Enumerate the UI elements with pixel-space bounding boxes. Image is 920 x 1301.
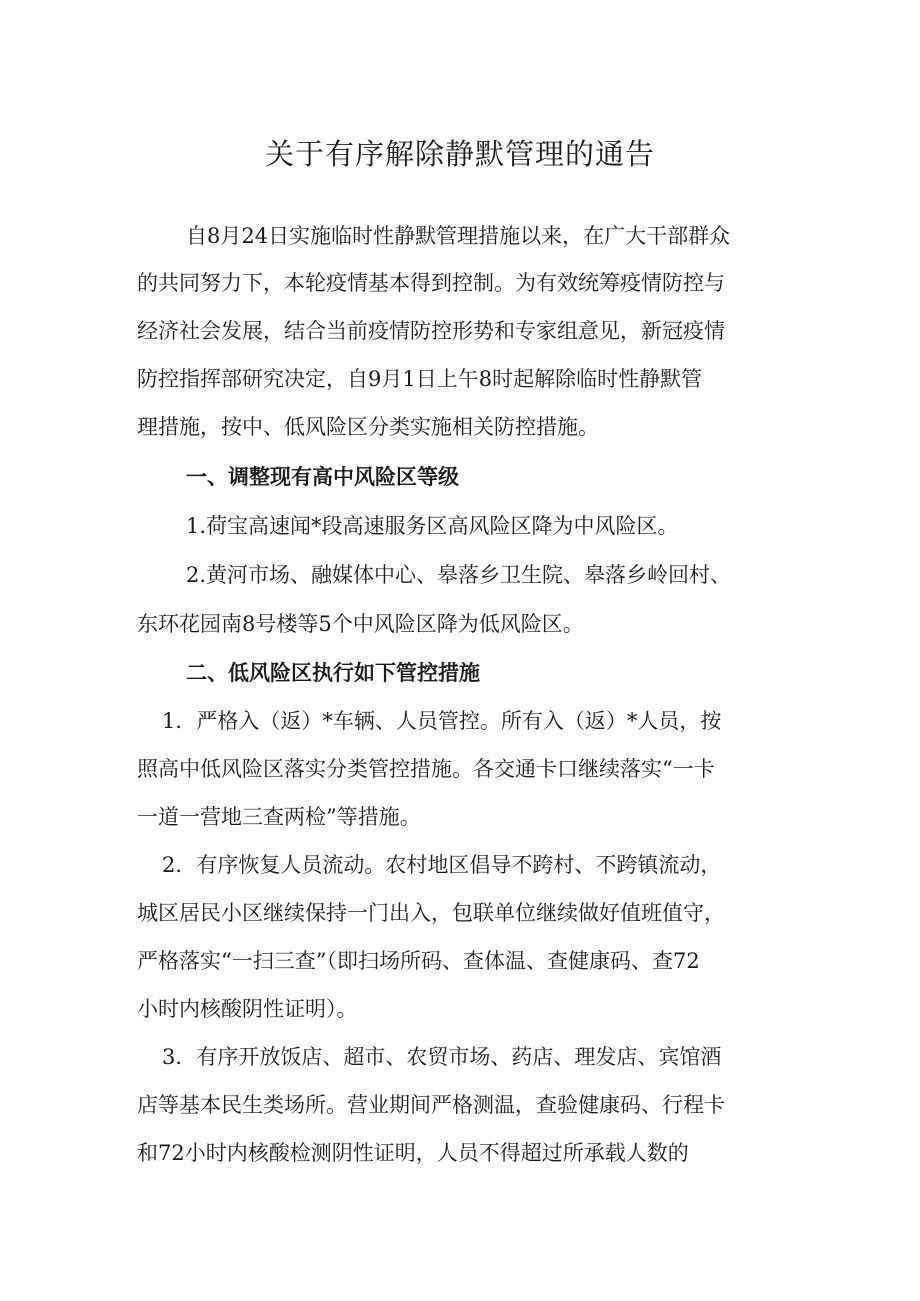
section1-item1: 1.荷宝高速闻*段高速服务区高风险区降为中风险区。	[186, 514, 679, 538]
section1-item2-line: 东环花园南8号楼等5个中风险区降为低风险区。	[137, 612, 584, 636]
section2-item3-line: 店等基本民生类场所。营业期间严格测温，查验健康码、行程卡	[137, 1093, 725, 1117]
intro-line: 自8月24日实施临时性静默管理措施以来，在广大干部群众	[186, 224, 731, 248]
section2-item1-line: 一道一营地三查两检”等措施。	[137, 805, 421, 829]
section2-item1-line: 1．严格入（返）*车辆、人员管控。所有入（返）*人员，按	[162, 709, 722, 733]
section2-item3-line: 3．有序开放饭店、超市、农贸市场、药店、理发店、宾馆酒	[162, 1045, 722, 1069]
section-heading-2: 二、低风险区执行如下管控措施	[186, 661, 480, 685]
section-heading-1: 一、调整现有高中风险区等级	[186, 465, 459, 489]
document-title: 关于有序解除静默管理的通告	[264, 137, 655, 171]
section1-item2-line: 2.黄河市场、融媒体中心、皋落乡卫生院、皋落乡岭回村、	[186, 563, 732, 587]
intro-line: 防控指挥部研究决定，自9月1日上午8时起解除临时性静默管	[137, 367, 703, 391]
intro-line: 的共同努力下，本轮疫情基本得到控制。为有效统筹疫情防控与	[137, 271, 725, 295]
section2-item2-line: 小时内核酸阴性证明）。	[137, 997, 358, 1021]
intro-line: 经济社会发展，结合当前疫情防控形势和专家组意见，新冠疫情	[137, 319, 725, 343]
section2-item3-line: 和72小时内核酸检测阴性证明，人员不得超过所承载人数的	[137, 1141, 689, 1165]
section2-item2-line: 严格落实“一扫三查”（即扫场所码、查体温、查健康码、查72	[137, 949, 700, 973]
section2-item1-line: 照高中低风险区落实分类管控措施。各交通卡口继续落实“一卡	[137, 757, 715, 781]
intro-line: 理措施，按中、低风险区分类实施相关防控措施。	[137, 415, 599, 439]
section2-item2-line: 城区居民小区继续保持一门出入，包联单位继续做好值班值守，	[137, 901, 725, 925]
section2-item2-line: 2．有序恢复人员流动。农村地区倡导不跨村、不跨镇流动，	[162, 853, 722, 877]
